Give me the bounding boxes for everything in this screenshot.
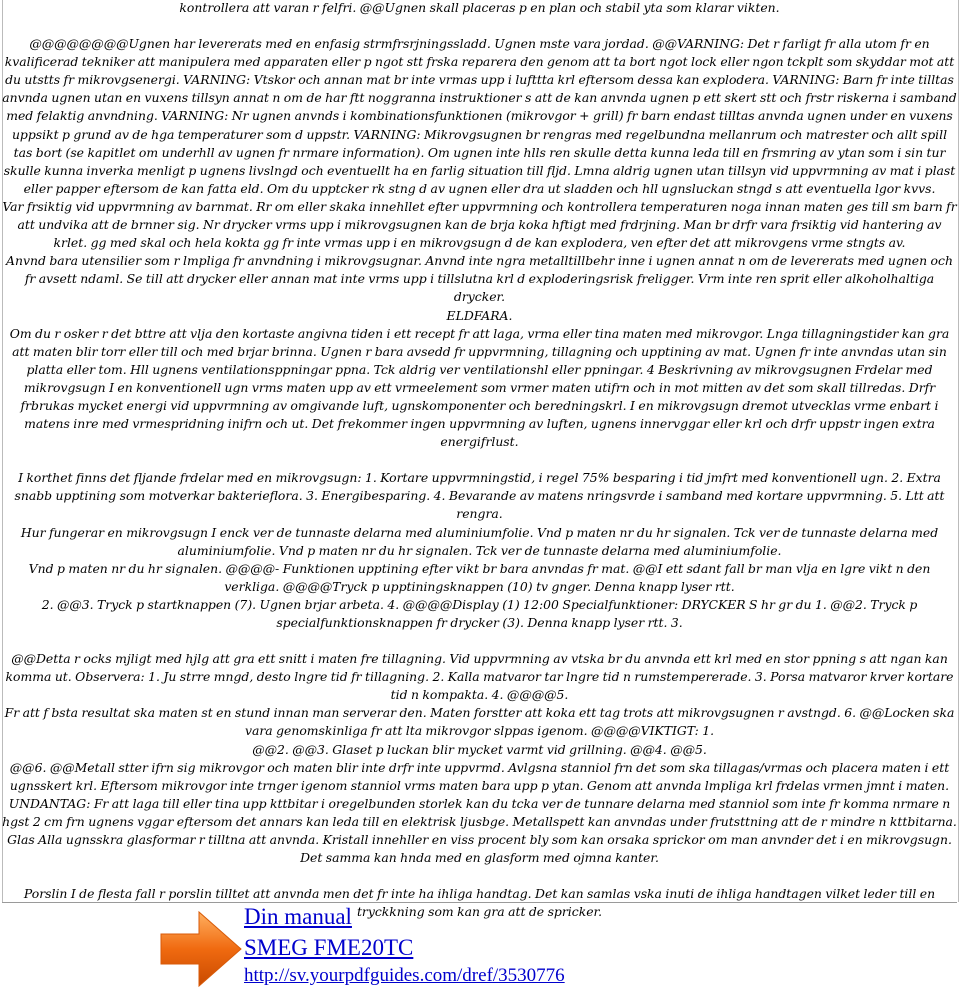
paragraph-14: @@6. @@Metall stter ifrn sig mikrovgor och maten blir inte drfr inte uppvrmd. Avlgsna stanniol frn det som ska tillagas/vrmas och placera maten i ett ugnsskert krl. Eftersom mikrovgor inte trnger igenom stanniol vrms maten bara upp p ytan. Genom att anvnda lmpliga krl frdelas vrmen jmnt i maten. [9, 759, 950, 793]
paragraph-6: Om du r osker r det bttre att vlja den kortaste angivna tiden i ett recept fr att laga, vrma eller tina maten med mikrovgor. Lnga tillagningstider kan gra att maten blir torr eller till och med brjar brinna. Ugnen r bara avsedd fr uppvrmning, tillagning och upptining av mat. Ugnen fr inte anvndas utan sin platta eller tom. Hll ugnens ventilationsppningar ppna. Tck aldrig ver ventilationshl eller ppningar. 4 Beskrivning av mikrovgsugnen Frdelar med mikrovgsugn I en konventionell ugn vrms maten upp av ett vrmeelement som vrmer maten utifrn och in mot mitten av det som skall tillredas. Drfr frbrukas mycket energi vid uppvrmning av omgivande luft, ugnskomponenter och beredningskrl. I en mikrovgsugn dremot utvecklas vrme enbart i matens inre med vrmespridning inifrn och ut. Det frekommer ingen uppvrmning av luften, ugnens innervggar eller krl och drfr uppstr ingen extra energifrlust. [9, 325, 950, 450]
paragraph-10: 2. @@3. Tryck p startknappen (7). Ugnen brjar arbeta. 4. @@@@Display (1) 12:00 Specialfunktioner: DRYCKER S hr gr du 1. @@2. Tryck p specialfunktionsknappen fr drycker (3). Denna knapp lyser rtt. 3. [41, 596, 918, 630]
footer-divider [2, 902, 957, 903]
paragraph-11: @@Detta r ocks mjligt med hjlg att gra ett snitt i maten fre tillagning. Vid uppvrmning av vtska br du anvnda ett krl med en stor ppning s att ngan kan komma ut. Observera: 1. Ju strre mngd, desto lngre tid fr tillagning. 2. Kalla matvaror tar lngre tid n rumstempererade. 3. Porsa matvaror krver kortare tid n kompakta. 4. @@@@5. [5, 651, 954, 703]
paragraph-13: @@2. @@3. Glaset p luckan blir mycket varmt vid grillning. @@4. @@5. [252, 741, 707, 757]
url-link[interactable]: http://sv.yourpdfguides.com/dref/3530776 [244, 965, 565, 986]
paragraph-9: Vnd p maten nr du hr signalen. @@@@- Funktionen upptining efter vikt br bara anvndas fr mat. @@I ett sdant fall br man vlja en lgre vikt n den verkliga. @@@@Tryck p upptiningsknappen (10) tv gnger. Denna knapp lyser rtt. [28, 560, 931, 594]
paragraph-16: Porslin I de flesta fall r porslin tilltet att anvnda men det fr inte ha ihliga handtag. Det kan samlas vska inuti de ihliga handtagen vilket leder till en tryckkning som kan gra att de spricker. [23, 886, 936, 920]
manual-link[interactable]: Din manual [244, 904, 352, 929]
document-body [2, 0, 957, 921]
paragraph-3: Var frsiktig vid uppvrmning av barnmat. Rr om eller skaka innehllet efter uppvrmning och kontrollera temperaturen noga innan maten ges till sm barn fr att undvika att de brnner sig. Nr drycker vrms upp i mikrovgsugnen kan de brja koka hftigt med frdrjning. Man br drfr vara frsiktig vid hantering av krlet. gg med skal och hela kokta gg fr inte vrmas upp i en mikrovgsugn d de kan explodera, ven efter det att mikrovgens vrme stngts av. [2, 198, 957, 251]
footer [0, 902, 960, 997]
arrow-shape [161, 912, 241, 986]
paragraph-1: kontrollera att varan r felfri. @@Ugnen skall placeras p en plan och stabil yta som klarar vikten. [179, 0, 780, 15]
paragraph-4: Anvnd bara utensilier som r lmpliga fr anvndning i mikrovgsugnar. Anvnd inte ngra metalltillbehr inne i ugnen annat n om de levererats med ugnen och fr avsett ndaml. Se till att drycker eller annan mat inte vrms upp i tillslutna krl d exploderingsrisk freligger. Vrm inte ren sprit eller alkoholhaltiga drycker. [6, 253, 953, 305]
paragraph-5: ELDFARA. [446, 307, 513, 323]
paragraph-2: @@@@@@@@Ugnen har levererats med en enfasig strmfrsrjningssladd. Ugnen mste vara jordad. @@VARNING: Det r farligt fr alla utom fr en kvalificerad tekniker att manipulera med apparaten eller p ngot stt frska reparera den genom att ta bort ngot lock eller ngon tckplt som skyddar mot att du utstts fr mikrovgsenergi. VARNING: Vtskor och annan mat br inte vrmas upp i lufttta krl eftersom dessa kan explodera. VARNING: Barn fr inte tilltas anvnda ugnen utan en vuxens tillsyn annat n om de har ftt noggranna instruktioner s att de kan anvnda ugnen p ett skert stt och frstr riskerna i samband med felaktig anvndning. VARNING: Nr ugnen anvnds i kombinationsfunktionen (mikrovgor + grill) fr barn endast tilltas anvnda ugnen under en vuxens uppsikt p grund av de hga temperaturer som d uppstr. VARNING: Mikrovgsugnen br rengras med regelbundna mellanrum och matrester och allt spill tas bort (se kapitlet om underhll av ugnen fr nrmare information). Om ugnen inte hlls ren skulle detta kunna leda till en frsmring av ytan som i sin tur skulle kunna inverka menligt p ugnens livslngd och eventuellt ha en farlig situation till fljd. Lmna aldrig ugnen utan tillsyn vid uppvrmning av mat i plast eller papper eftersom de kan fatta eld. Om du upptcker rk stng d av ugnen eller dra ut sladden och hll ugnsluckan stngd s att eventuella lgor kvvs. [2, 36, 957, 196]
product-link[interactable]: SMEG FME20TC [244, 935, 414, 960]
paragraph-15: UNDANTAG: Fr att laga till eller tina upp kttbitar i oregelbunden storlek kan du tcka ver de tunnare delarna med stanniol som inte fr komma nrmare n hgst 2 cm frn ugnens vggar eftersom det annars kan leda till en elektrisk ljusbge. Metallspett kan anvndas under frutsttning att de r mindre n kttbitarna. Glas Alla ugnsskra glasformar r tilltna att anvnda. Kristall innehller en viss procent bly som kan orsaka sprickor om man anvnder det i en mikrovgsugn. Det samma kan hnda med en glasform med ojmna kanter. [2, 795, 957, 866]
paragraph-7: I korthet finns det fljande frdelar med en mikrovgsugn: 1. Kortare uppvrmningstid, i regel 75% besparing i tid jmfrt med konventionell ugn. 2. Extra snabb upptining som motverkar bakterieflora. 3. Energibesparing. 4. Bevarande av matens nringsvrde i samband med kortare uppvrmning. 5. Ltt att rengra. [14, 470, 945, 522]
orange-arrow-icon [159, 908, 243, 990]
paragraph-8: Hur fungerar en mikrovgsugn I enck ver de tunnaste delarna med aluminiumfolie. Vnd p maten nr du hr signalen. Tck ver de tunnaste delarna med aluminiumfolie. Vnd p maten nr du hr signalen. Tck ver de tunnaste delarna med aluminiumfolie. [20, 524, 939, 558]
paragraph-12: Fr att f bsta resultat ska maten st en stund innan man serverar den. Maten forstter att koka ett tag trots att mikrovgsugnen r avstngd. 6. @@Locken ska vara genomskinliga fr att lta mikrovgor slppas igenom. @@@@VIKTIGT: 1. [4, 705, 955, 739]
